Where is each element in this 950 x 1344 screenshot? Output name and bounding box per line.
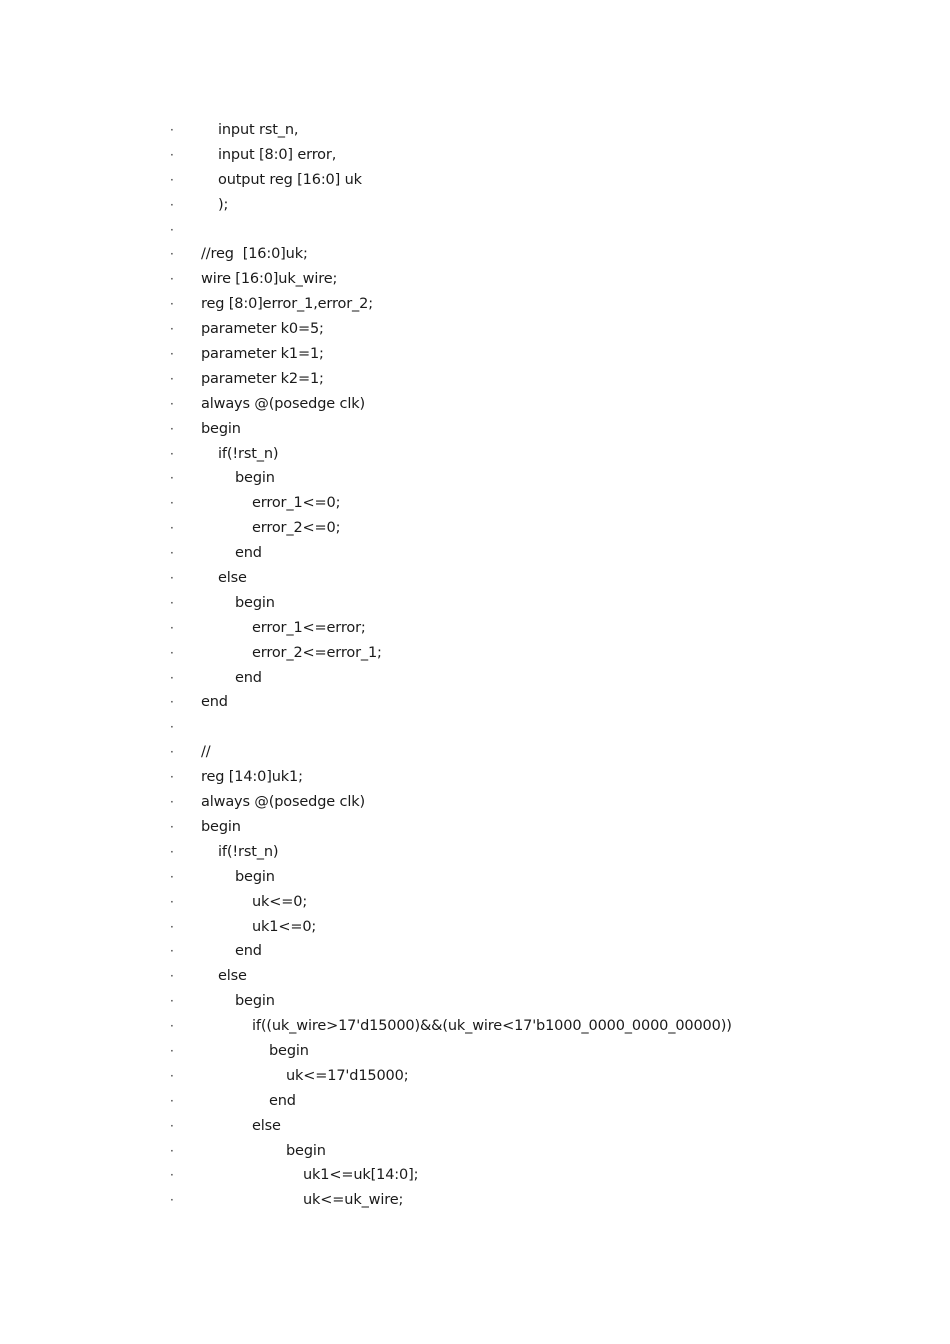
code-line-text: if((uk_wire>17'd15000)&&(uk_wire<17'b1000_0000_0000_00000)) [252, 1018, 732, 1035]
code-line [170, 641, 890, 666]
code-line [170, 367, 890, 392]
code-line-text: begin [201, 420, 241, 437]
code-line-text: wire [16:0]uk_wire; [201, 271, 338, 288]
code-line-text: uk1<=0; [252, 918, 317, 935]
code-line [170, 591, 890, 616]
bullet-marker: · [170, 222, 174, 237]
code-line [170, 815, 890, 840]
code-line-text: always @(posedge clk) [201, 794, 365, 811]
bullet-marker: · [170, 247, 174, 262]
code-line [170, 516, 890, 541]
bullet-marker: · [170, 297, 174, 312]
code-line [170, 1089, 890, 1114]
bullet-marker: · [170, 571, 174, 586]
bullet-marker: · [170, 1168, 174, 1183]
bullet-marker: · [170, 446, 174, 461]
code-line-text: begin [235, 594, 275, 611]
code-line [170, 1114, 890, 1139]
bullet-marker: · [170, 969, 174, 984]
code-line-text: uk<=uk_wire; [303, 1192, 404, 1209]
code-line [170, 666, 890, 691]
code-line-text: end [201, 694, 228, 711]
code-line [170, 267, 890, 292]
bullet-marker: · [170, 1193, 174, 1208]
code-line-text: end [235, 545, 262, 562]
code-line [170, 491, 890, 516]
code-line [170, 1014, 890, 1039]
code-line-text: else [218, 570, 247, 587]
code-line [170, 890, 890, 915]
bullet-marker: · [170, 770, 174, 785]
code-line [170, 168, 890, 193]
code-line-text: input rst_n, [218, 122, 299, 138]
bullet-marker: · [170, 869, 174, 884]
code-line-text: uk1<=uk[14:0]; [303, 1167, 419, 1184]
code-line [170, 218, 890, 243]
bullet-marker: · [170, 546, 174, 561]
bullet-marker: · [170, 994, 174, 1009]
code-line-text: begin [201, 818, 241, 835]
code-line [170, 765, 890, 790]
code-line [170, 740, 890, 765]
code-line [170, 715, 890, 740]
bullet-marker: · [170, 1043, 174, 1058]
code-line-text: end [235, 669, 262, 686]
code-line [170, 118, 890, 143]
code-line [170, 292, 890, 317]
bullet-marker: · [170, 795, 174, 810]
bullet-marker: · [170, 496, 174, 511]
code-line [170, 915, 890, 940]
bullet-marker: · [170, 471, 174, 486]
code-line-text: // [201, 744, 211, 761]
code-line-text: error_2<=error_1; [252, 644, 382, 661]
code-line-text: parameter k1=1; [201, 346, 324, 363]
code-line-text: error_1<=error; [252, 619, 366, 636]
code-line [170, 342, 890, 367]
code-line [170, 1139, 890, 1164]
code-line [170, 392, 890, 417]
bullet-marker: · [170, 1143, 174, 1158]
code-line-text: begin [269, 1042, 309, 1059]
code-line [170, 1064, 890, 1089]
bullet-marker: · [170, 745, 174, 760]
code-line-text: if(!rst_n) [218, 445, 279, 462]
code-line-text: error_2<=0; [252, 520, 341, 537]
bullet-marker: · [170, 1068, 174, 1083]
code-line [170, 242, 890, 267]
code-line [170, 442, 890, 467]
code-listing [170, 118, 890, 1213]
code-line-text: else [252, 1117, 281, 1134]
code-line-text: begin [235, 868, 275, 885]
code-line-text: reg [8:0]error_1,error_2; [201, 296, 373, 313]
bullet-marker: · [170, 819, 174, 834]
bullet-marker: · [170, 521, 174, 536]
bullet-marker: · [170, 1093, 174, 1108]
bullet-marker: · [170, 1118, 174, 1133]
code-line-text: end [235, 943, 262, 960]
bullet-marker: · [170, 147, 174, 162]
bullet-marker: · [170, 421, 174, 436]
code-line [170, 989, 890, 1014]
code-line-text: uk<=17'd15000; [286, 1067, 409, 1084]
bullet-marker: · [170, 172, 174, 187]
code-line [170, 317, 890, 342]
code-line-text: if(!rst_n) [218, 843, 279, 860]
code-line [170, 790, 890, 815]
code-line [170, 865, 890, 890]
code-line [170, 1039, 890, 1064]
code-line-text: begin [286, 1142, 326, 1159]
code-line [170, 193, 890, 218]
bullet-marker: · [170, 894, 174, 909]
code-line [170, 566, 890, 591]
bullet-marker: · [170, 123, 174, 137]
bullet-marker: · [170, 347, 174, 362]
bullet-marker: · [170, 272, 174, 287]
bullet-marker: · [170, 371, 174, 386]
code-line-text: begin [235, 470, 275, 487]
code-line-text: end [269, 1092, 296, 1109]
bullet-marker: · [170, 944, 174, 959]
code-line-text: always @(posedge clk) [201, 395, 365, 412]
code-line-text: ); [218, 196, 229, 213]
code-line [170, 964, 890, 989]
code-line [170, 1163, 890, 1188]
code-line [170, 143, 890, 168]
bullet-marker: · [170, 595, 174, 610]
code-line [170, 417, 890, 442]
bullet-marker: · [170, 322, 174, 337]
bullet-marker: · [170, 844, 174, 859]
code-line [170, 690, 890, 715]
code-line-text: parameter k2=1; [201, 370, 324, 387]
code-line-text: //reg [16:0]uk; [201, 246, 308, 263]
code-line-text: parameter k0=5; [201, 321, 324, 338]
bullet-marker: · [170, 720, 174, 735]
code-line [170, 541, 890, 566]
code-line-text: begin [235, 993, 275, 1010]
code-line-text: reg [14:0]uk1; [201, 769, 303, 786]
code-line [170, 466, 890, 491]
bullet-marker: · [170, 197, 174, 212]
code-line [170, 840, 890, 865]
code-line-text: output reg [16:0] uk [218, 171, 362, 188]
bullet-marker: · [170, 620, 174, 635]
code-line-text: error_1<=0; [252, 495, 341, 512]
bullet-marker: · [170, 919, 174, 934]
code-line-text: uk<=0; [252, 893, 308, 910]
bullet-marker: · [170, 1019, 174, 1034]
bullet-marker: · [170, 645, 174, 660]
code-line [170, 939, 890, 964]
bullet-marker: · [170, 670, 174, 685]
code-line-text: else [218, 968, 247, 985]
code-line-text: input [8:0] error, [218, 146, 337, 163]
bullet-marker: · [170, 695, 174, 710]
bullet-marker: · [170, 396, 174, 411]
code-line [170, 616, 890, 641]
code-line [170, 1188, 890, 1213]
